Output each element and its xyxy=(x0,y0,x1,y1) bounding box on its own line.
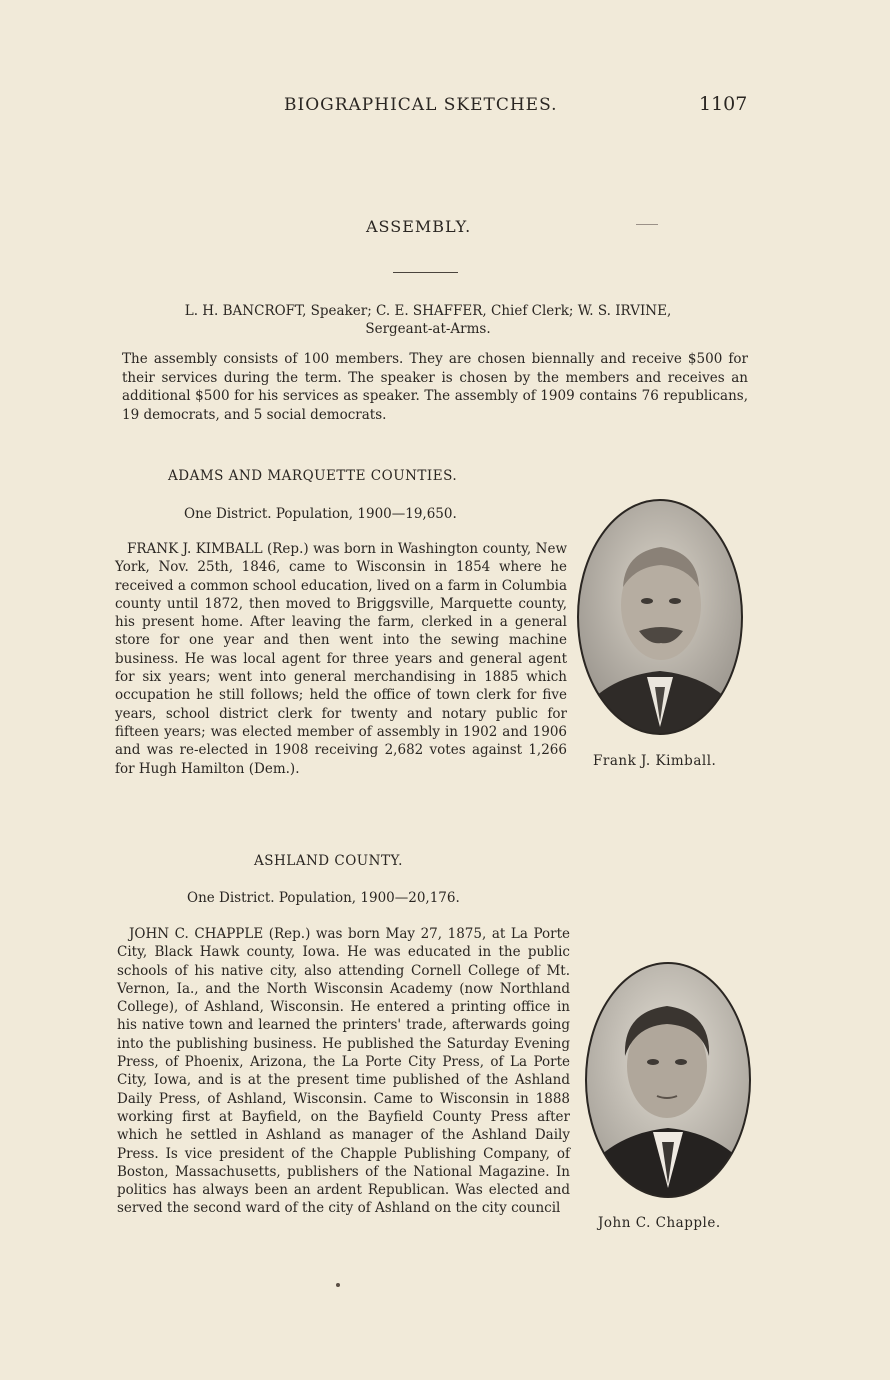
district-line-ashland: One District. Population, 1900—20,176. xyxy=(187,890,460,906)
bio-john-chapple: JOHN C. CHAPPLE (Rep.) was born May 27, 1875, at La Porte City, Black Hawk county, Iowa. He was educated in the public schools of his native city, also attending Cornell College of Mt. Vernon, Ia., and the North Wisconsin Academy (now Northland College), of Ashland, Wisconsin. He entered a printing office in his native town and learned the printers' trade, afterwards going into the publishing business. He published the Saturday Evening Press, of Phoenix, Arizona, the La Porte City Press, of La Porte City, Iowa, and is at the present time published of the Ashland Daily Press, of Ashland, Wisconsin. Came to Wisconsin in 1888 working first at Bayfield, on the Bayfield County Press after which he settled in Ashland as manager of the Ashland Daily Press. Is vice president of the Chapple Publishing Company, of Boston, Massachusetts, publishers of the National Magazine. In politics has always been an ardent Republican. Was elected and served the second ward of the city of Ashland on the city council xyxy=(117,926,570,1217)
district-line-adams-marquette: One District. Population, 1900—19,650. xyxy=(184,506,457,522)
section-title: ASSEMBLY. xyxy=(366,217,472,236)
caption-frank-kimball: Frank J. Kimball. xyxy=(593,753,717,769)
stray-mark xyxy=(636,224,658,225)
caption-john-chapple: John C. Chapple. xyxy=(598,1215,721,1231)
divider-rule xyxy=(393,272,458,273)
officers-list xyxy=(108,302,748,338)
assembly-intro: The assembly consists of 100 members. They are chosen biennally and receive $500 for their services during the term. The speaker is chosen by the members and receives an additional $500 for his services as speaker. The assembly of 1909 contains 76 republicans, 19 democrats, and 5 social democrats. xyxy=(122,351,748,423)
portrait-john-chapple xyxy=(583,960,753,1200)
officers-line-2: Sergeant-at-Arms. xyxy=(365,321,491,337)
running-head: BIOGRAPHICAL SKETCHES. xyxy=(284,95,558,115)
portrait-frank-kimball xyxy=(575,497,745,737)
officers-line-1: L. H. BANCROFT, Speaker; C. E. SHAFFER, Chief Clerk; W. S. IRVINE, xyxy=(184,303,672,319)
page-number: 1107 xyxy=(699,93,748,115)
county-heading-ashland: ASHLAND COUNTY. xyxy=(254,853,403,869)
stray-dot xyxy=(336,1283,340,1287)
county-heading-adams-marquette: ADAMS AND MARQUETTE COUNTIES. xyxy=(168,468,458,484)
bio-frank-kimball: FRANK J. KIMBALL (Rep.) was born in Washington county, New York, Nov. 25th, 1846, came to Wisconsin in 1854 where he received a common school education, lived on a farm in Columbia county until 1872, then moved to Briggsville, Marquette county, his present home. After leaving the farm, clerked in a general store for one year and then went into the sewing machine business. He was local agent for three years and general agent for six years; went into general merchandising in 1885 which occupation he still follows; held the office of town clerk for five years, school district clerk for twenty and notary public for fifteen years; was elected member of assembly in 1902 and 1906 and was re-elected in 1908 receiving 2,682 votes against 1,266 for Hugh Hamilton (Dem.). xyxy=(115,541,567,777)
